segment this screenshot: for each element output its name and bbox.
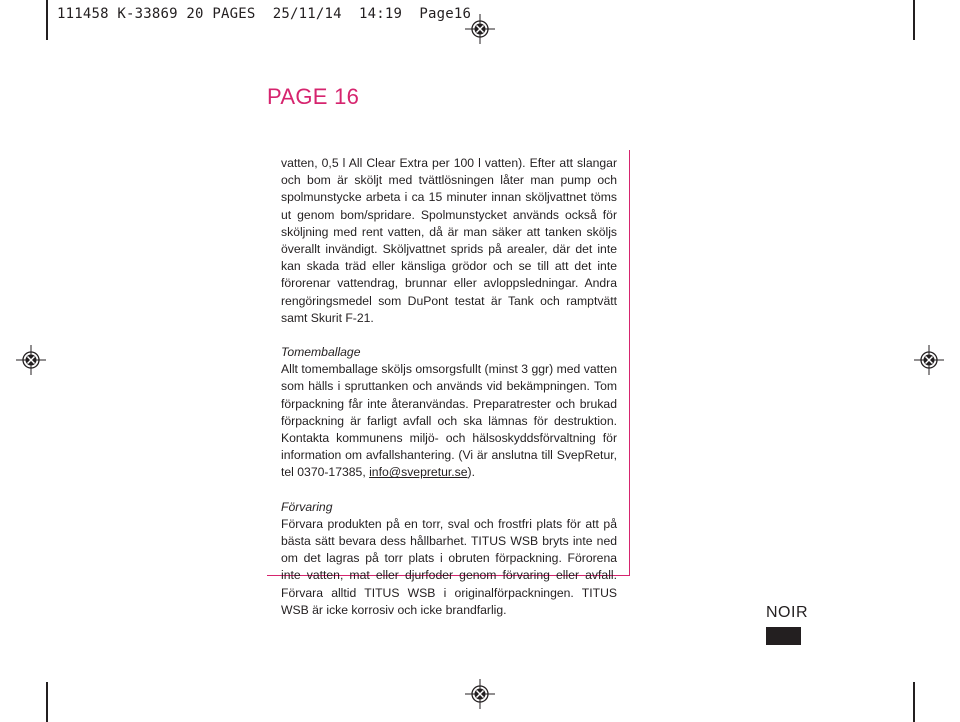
paragraph-forvaring: Förvara produkten på en torr, sval och frostfri plats för att på bästa sätt bevara dess hållbarhet. TITUS WSB bryts inte ned om det lagras på torr plats i obruten förpackning. Förorena inte vatten, mat eller djurfoder genom förvaring eller avfall. Förvara alltid TITUS WSB i originalförpackningen. TITUS WSB är icke korrosiv och icke brandfarlig.: [281, 516, 617, 617]
crop-mark-top-right: [913, 0, 915, 40]
crop-mark-bottom-right: [913, 682, 915, 722]
print-slug-header: 111458 K-33869 20 PAGES 25/11/14 14:19 Page16: [57, 6, 472, 22]
registration-mark-bottom-icon: [465, 679, 495, 709]
paragraph-tomemballage-end: ).: [467, 465, 475, 480]
registration-mark-left-icon: [16, 345, 46, 375]
paragraph-rinsing: vatten, 0,5 l All Clear Extra per 100 l vatten). Efter att slangar och bom är sköljt med tvättlösningen låter man pump och spolmunstycke arbeta i ca 15 minuter innan sköljvattnet töms ut genom bom/spridare. Spolmunstycket används också för sköljning med rent vatten, då är man säker att tanken skölјs överallt invändigt. Sköljvattnet sprids på arealer, där det inte kan skada träd eller känsliga grödor och se till att det inte förorenar vattendrag, brunnar eller avloppsledningar. Andra rengöringsmedel som DuPont testat är Tank och ramptvätt samt Skurit F-21.: [281, 156, 617, 325]
paragraph-tomemballage: [281, 361, 617, 481]
crop-mark-bottom-left: [46, 682, 48, 722]
paragraph-tomemballage-text: Allt tomemballage sköljs omsorgsfullt (minst 3 ggr) med vatten som hälls i spruttanken och används vid bekämpningen. Tom förpackning får inte återanvändas. Preparatrester och brukad förpackning är farligt avfall och ska lämnas för destruktion. Kontakta kommunens miljö- och hälsoskyddsförvaltning för information om avfallshantering. (Vi är anslutna till SvepRetur, tel 0370-17385,: [281, 362, 617, 480]
heading-tomemballage: Tomemballage: [281, 345, 361, 360]
color-label-noir: NOIR: [766, 604, 808, 621]
registration-mark-right-icon: [914, 345, 944, 375]
crop-mark-top-left: [46, 0, 48, 40]
color-swatch-noir: [766, 627, 801, 645]
email-link[interactable]: info@svepretur.se: [369, 465, 468, 480]
registration-mark-top-icon: [465, 14, 495, 44]
page-title: PAGE 16: [267, 84, 360, 109]
heading-forvaring: Förvaring: [281, 499, 333, 514]
body-text: [281, 155, 617, 619]
